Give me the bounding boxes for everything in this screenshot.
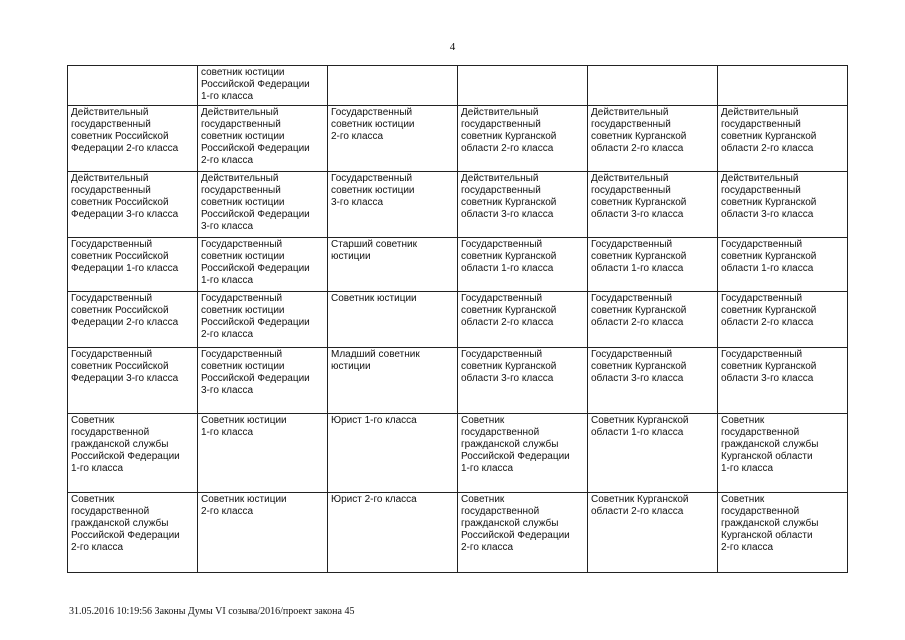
table-cell [68,292,198,348]
cell-text: Действительный государственный советник Курганской области 3-го класса [461,173,557,220]
table-row [68,493,848,573]
cell-text: Действительный государственный советник юстиции Российской Федерации 3-го класса [201,173,310,232]
table-cell [198,493,328,573]
table-cell [718,348,848,414]
table-row [68,348,848,414]
table-cell [588,106,718,172]
table-cell [588,493,718,573]
cell-text: Юрист 1-го класса [331,415,417,426]
cell-text: Государственный советник Российской Федерации 1-го класса [71,239,179,274]
table-cell [588,348,718,414]
table-cell [458,348,588,414]
cell-text: Советник юстиции 2-го класса [201,494,287,517]
table-cell [458,493,588,573]
table-cell [588,172,718,238]
table-row [68,106,848,172]
table-cell [718,66,848,106]
cell-text: Государственный советник Курганской области 1-го класса [591,239,687,274]
table-cell [328,106,458,172]
document-footer: 31.05.2016 10:19:56 Законы Думы VI созыва/2016/проект закона 45 [69,606,355,617]
table-cell [198,292,328,348]
cell-text: Советник юстиции [331,293,417,304]
cell-text: Государственный советник Курганской области 1-го класса [721,239,817,274]
table-cell [198,106,328,172]
cell-text: Государственный советник Курганской области 2-го класса [461,293,557,328]
cell-text: Государственный советник Курганской области 3-го класса [461,349,557,384]
table-cell [718,238,848,292]
cell-text: Государственный советник Курганской области 2-го класса [721,293,817,328]
table-cell [68,172,198,238]
cell-text: Старший советник юстиции [331,239,417,262]
cell-text: Советник государственной гражданской службы Курганской области 1-го класса [721,415,819,474]
table-cell [588,66,718,106]
cell-text: Советник Курганской области 1-го класса [591,415,689,438]
cell-text: Действительный государственный советник Курганской области 3-го класса [721,173,817,220]
table-cell [68,66,198,106]
table-cell [458,172,588,238]
cell-text: Советник государственной гражданской службы Российской Федерации 2-го класса [71,494,180,553]
table-cell [198,172,328,238]
table-cell [198,414,328,493]
table-row [68,238,848,292]
table-cell [718,172,848,238]
table-cell [328,172,458,238]
table-cell [328,66,458,106]
cell-text: Государственный советник Курганской области 3-го класса [721,349,817,384]
table-cell [458,414,588,493]
cell-text: Советник государственной гражданской службы Курганской области 2-го класса [721,494,819,553]
cell-text: Советник юстиции 1-го класса [201,415,287,438]
table-cell [68,414,198,493]
cell-text: Советник Курганской области 2-го класса [591,494,689,517]
table-cell [588,292,718,348]
table-cell [328,292,458,348]
table-cell [718,106,848,172]
cell-text: Действительный государственный советник Курганской области 2-го класса [461,107,557,154]
cell-text: Действительный государственный советник Российской Федерации 2-го класса [71,107,179,154]
table-cell [458,238,588,292]
table-row [68,66,848,106]
table-cell [328,414,458,493]
rank-correspondence-table [67,65,848,573]
table-row [68,292,848,348]
table-cell [718,414,848,493]
cell-text: Государственный советник Российской Федерации 3-го класса [71,349,179,384]
table-cell [588,414,718,493]
cell-text: Государственный советник юстиции 3-го класса [331,173,415,208]
table-row [68,172,848,238]
table-cell [328,348,458,414]
table-cell [68,238,198,292]
cell-text: Юрист 2-го класса [331,494,417,505]
table-cell [458,106,588,172]
cell-text: Младший советник юстиции [331,349,420,372]
cell-text: Государственный советник юстиции Российской Федерации 2-го класса [201,293,310,340]
table-cell [198,66,328,106]
table-cell [68,493,198,573]
cell-text: советник юстиции Российской Федерации 1-го класса [201,67,310,102]
cell-text: Государственный советник Курганской области 3-го класса [591,349,687,384]
cell-text: Советник государственной гражданской службы Российской Федерации 1-го класса [461,415,570,474]
cell-text: Советник государственной гражданской службы Российской Федерации 1-го класса [71,415,180,474]
cell-text: Государственный советник Курганской области 1-го класса [461,239,557,274]
cell-text: Действительный государственный советник Курганской области 2-го класса [591,107,687,154]
cell-text: Действительный государственный советник Курганской области 2-го класса [721,107,817,154]
cell-text: Советник государственной гражданской службы Российской Федерации 2-го класса [461,494,570,553]
cell-text: Государственный советник юстиции 2-го класса [331,107,415,142]
table-cell [718,493,848,573]
table-cell [68,106,198,172]
page-number: 4 [449,41,456,53]
table-cell [198,348,328,414]
table-cell [458,292,588,348]
table-cell [588,238,718,292]
cell-text: Государственный советник юстиции Российской Федерации 1-го класса [201,239,310,286]
cell-text: Действительный государственный советник юстиции Российской Федерации 2-го класса [201,107,310,166]
table-cell [458,66,588,106]
table-cell [328,493,458,573]
table-cell [68,348,198,414]
table-cell [718,292,848,348]
table-cell [328,238,458,292]
table-cell [198,238,328,292]
cell-text: Действительный государственный советник Курганской области 3-го класса [591,173,687,220]
cell-text: Государственный советник Курганской области 2-го класса [591,293,687,328]
cell-text: Действительный государственный советник Российской Федерации 3-го класса [71,173,179,220]
cell-text: Государственный советник юстиции Российской Федерации 3-го класса [201,349,310,396]
table-row [68,414,848,493]
cell-text: Государственный советник Российской Федерации 2-го класса [71,293,179,328]
